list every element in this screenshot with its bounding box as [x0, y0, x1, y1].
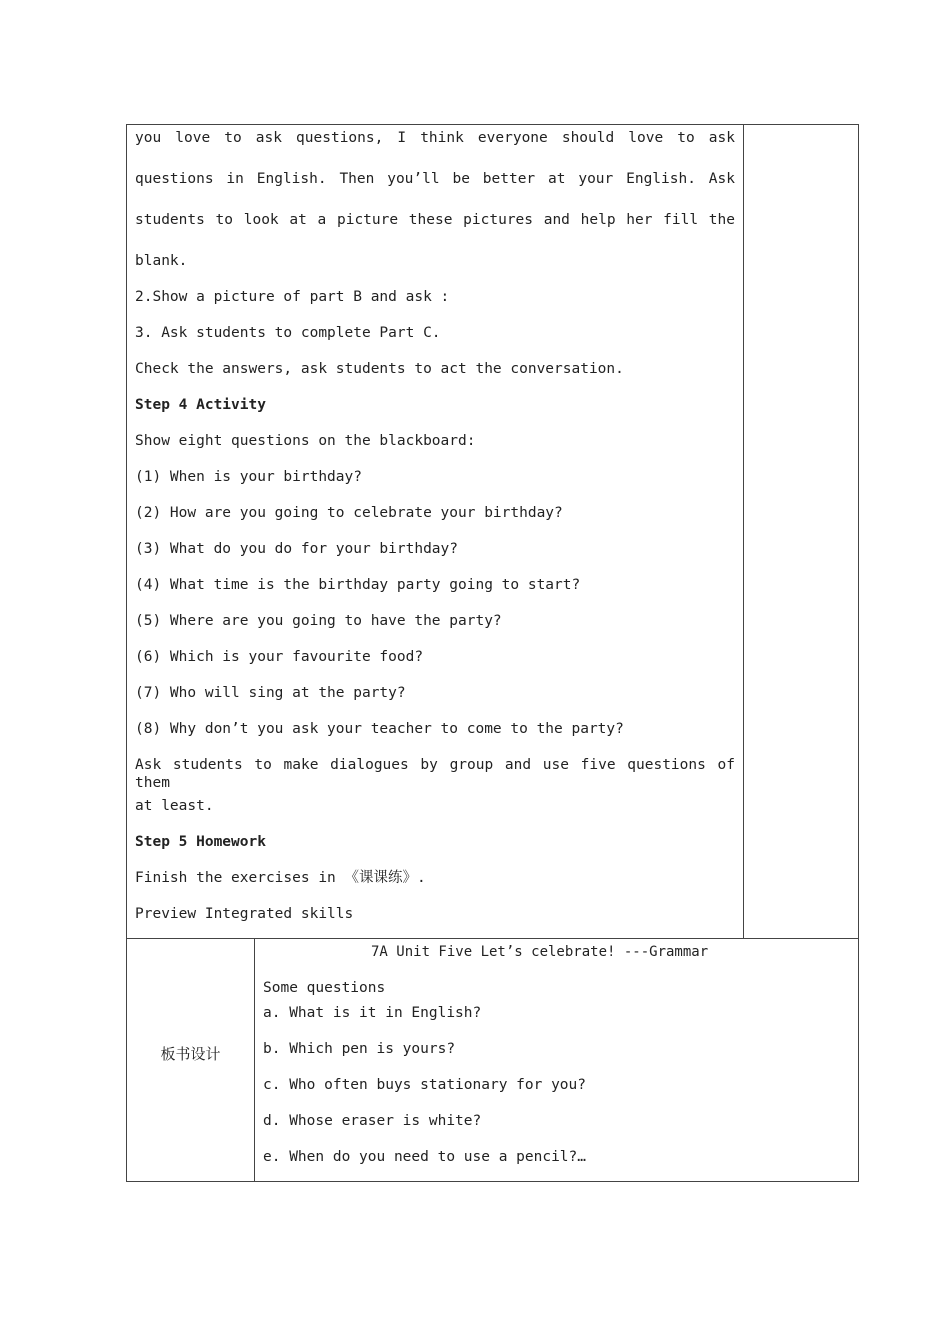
paragraph-line-1: you love to ask questions, I think everyone should love to ask	[135, 130, 735, 146]
board-item-c: c. Who often buys stationary for you?	[263, 1077, 587, 1093]
board-design-label: 板书设计	[160, 1045, 221, 1063]
question-2: (2) How are you going to celebrate your birthday?	[135, 505, 563, 521]
homework-line-1: Finish the exercises in 《课课练》.	[135, 870, 426, 886]
step5-heading: Step 5 Homework	[135, 834, 266, 850]
paragraph-line-4: blank.	[135, 253, 188, 269]
board-item-d: d. Whose eraser is white?	[263, 1113, 482, 1129]
board-subtitle: Some questions	[263, 980, 386, 996]
question-8: (8) Why don’t you ask your teacher to come to the party?	[135, 721, 624, 737]
dialogue-instruction-line-1: Ask students to make dialogues by group and use five questions of them	[135, 757, 735, 791]
lesson-column-divider	[743, 124, 744, 939]
check-answers-text: Check the answers, ask students to act the conversation.	[135, 361, 624, 377]
board-column-divider	[254, 938, 255, 1182]
step4-intro: Show eight questions on the blackboard:	[135, 433, 476, 449]
question-6: (6) Which is your favourite food?	[135, 649, 424, 665]
lesson-table	[126, 124, 859, 939]
homework-line-2: Preview Integrated skills	[135, 906, 354, 922]
paragraph-line-3: students to look at a picture these pictures and help her fill the	[135, 212, 735, 228]
step4-heading: Step 4 Activity	[135, 397, 266, 413]
question-4: (4) What time is the birthday party going to start?	[135, 577, 581, 593]
step-item-2: 2.Show a picture of part B and ask :	[135, 289, 450, 305]
board-item-a: a. What is it in English?	[263, 1005, 482, 1021]
board-title: 7A Unit Five Let’s celebrate! ---Grammar	[371, 944, 709, 960]
paragraph-line-2: questions in English. Then you’ll be better at your English. Ask	[135, 171, 735, 187]
board-item-b: b. Which pen is yours?	[263, 1041, 456, 1057]
question-3: (3) What do you do for your birthday?	[135, 541, 459, 557]
board-item-e: e. When do you need to use a pencil?…	[263, 1149, 587, 1165]
question-7: (7) Who will sing at the party?	[135, 685, 406, 701]
dialogue-instruction-line-2: at least.	[135, 798, 214, 814]
step-item-3: 3. Ask students to complete Part C.	[135, 325, 441, 341]
question-1: (1) When is your birthday?	[135, 469, 362, 485]
question-5: (5) Where are you going to have the party?	[135, 613, 502, 629]
